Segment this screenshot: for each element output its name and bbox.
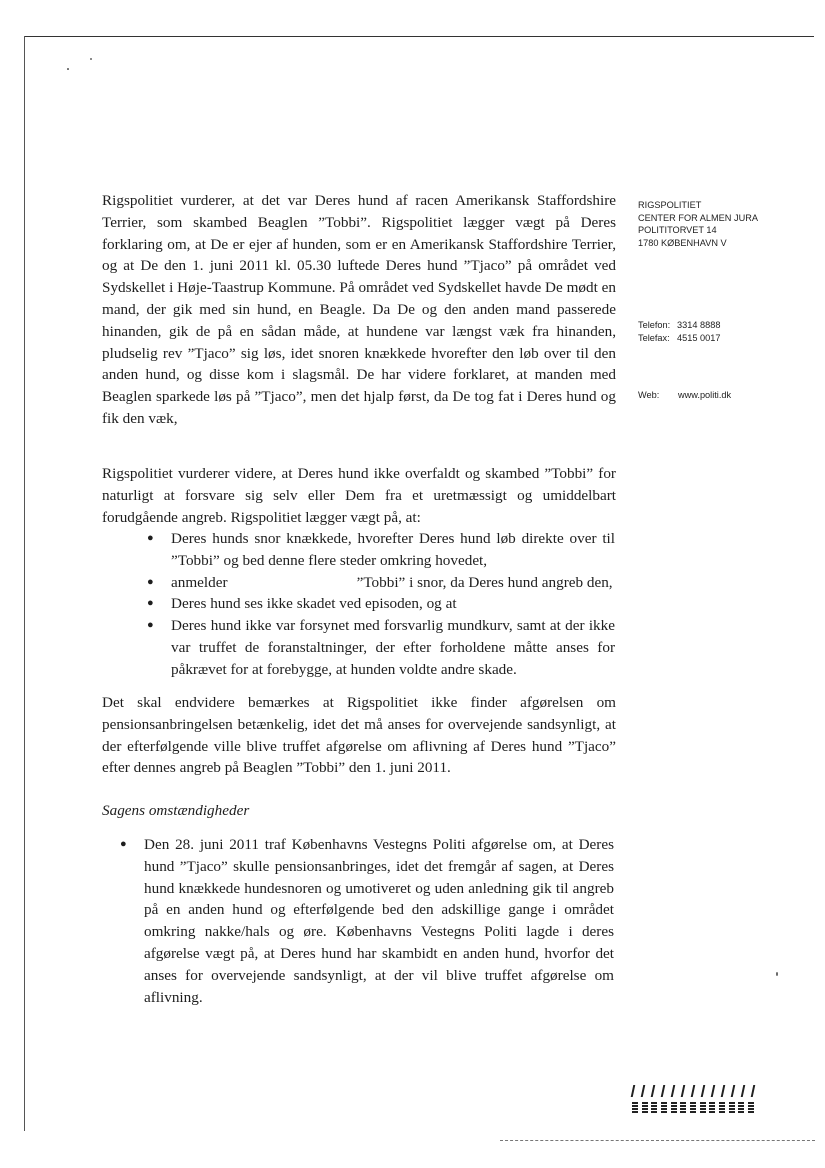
circumstances-list	[118, 834, 614, 1008]
barcode-row	[632, 1085, 754, 1097]
sender-address-block	[638, 199, 758, 249]
paragraph-remark: Det skal endvidere bemærkes at Rigspolitiet ikke finder afgørelsen om pensionsanbringelsen betænkelig, idet det må anses for overvejende sandsynligt, at der efterfølgende ville blive truffet afgørelse om aflivning af Deres hund ”Tjaco” efter dennes angreb på Beaglen ”Tobbi” den 1. juni 2011.	[102, 694, 616, 777]
fax-value: 4515 0017	[677, 332, 721, 343]
phone-label: Telefon:	[638, 320, 671, 330]
contact-block	[638, 319, 720, 344]
sender-line: POLITITORVET 14	[638, 225, 717, 236]
paragraph-assessment: Rigspolitiet vurderer, at det var Deres hund af racen Amerikansk Staffordshire Terrier, som skambed Beaglen ”Tobbi”. Rigspolitiet lægger vægt på Deres forklaring om, at De er ejer af hunden, som er en Amerikansk Staffordshire Terrier, og at De den 1. juni 2011 kl. 05.30 luftede Deres hund ”Tjaco” på området ved Sydskellet i Høje-Taastrup Kommune. På området ved Sydskellet havde De mødt en mand, der gik med sin hund, en Beagle. Da De og den anden mand passerede hinanden, gik de på en sådan måde, at hundene var længst væk fra hinanden, pludselig rev ”Tjaco” sig løs, idet snoren knækkede hvorefter den løb over til den anden hund, og disse kom i slagsmål. De har videre forklaret, at manden med Beaglen sparkede løs på ”Tjaco”, men det hjalp først, da De tog fat i Deres hund og fik den væk,	[102, 192, 616, 427]
bullet-icon: ●	[147, 532, 154, 544]
list-item	[118, 834, 614, 1008]
sender-line: 1780 KØBENHAVN V	[638, 237, 727, 248]
paragraph-further-assessment: Rigspolitiet vurderer videre, at Deres hund ikke overfaldt og skambed ”Tobbi” for naturligt at forsvare sig selv eller Dem fra et uretmæssigt og umiddelbart forudgående angreb. Rigspolitiet lægger vægt på, at:	[102, 465, 616, 526]
list-item	[145, 615, 615, 680]
bullet-icon: ●	[147, 597, 154, 610]
sender-line: RIGSPOLITIET	[638, 200, 702, 210]
scan-barcode-marks	[632, 1085, 754, 1117]
reasons-list	[145, 528, 615, 681]
scan-border-top	[24, 36, 814, 37]
web-link[interactable]: www.politi.dk	[678, 390, 732, 400]
list-item-text: Deres hund ses ikke skadet ved episoden, og at	[171, 595, 457, 613]
sender-line: CENTER FOR ALMEN JURA	[638, 212, 758, 223]
scan-border-bottom	[500, 1140, 815, 1141]
list-item-text: Deres hund ikke var forsynet med forsvarlig mundkurv, samt at der ikke var truffet de foranstaltninger, der efter forholdene måtte anses for påkrævet for at forebygge, at hunden voldte andre skade.	[171, 617, 615, 678]
scan-border-left	[24, 36, 25, 1131]
web-row	[638, 389, 731, 402]
scan-speck	[90, 58, 92, 60]
phone-value: 3314 8888	[677, 320, 721, 330]
fax-label: Telefax:	[638, 332, 670, 343]
list-item-text: Den 28. juni 2011 traf Københavns Vestegns Politi afgørelse om, at Deres hund ”Tjaco” skulle pensionsanbringes, idet det fremgår af sagen, at Deres hund knækkede hundesnoren og umotiveret og uden anledning gik til angreb på en anden hund og efterfølgende bed den adskillige gange i området omkring nakke/hals og øre. Københavns Vestegns Politi lagde i deres afgørelse vægt på, at Deres hund har skambidt en anden hund, hvorfor det anses for overvejende sandsynligt, at der vil blive truffet afgørelse om aflivning.	[144, 836, 614, 1006]
phone-row	[638, 319, 720, 332]
barcode-row	[632, 1101, 754, 1113]
web-label: Web:	[638, 390, 660, 400]
list-item-text: anmelder ”Tobbi” i snor, da Deres hund angreb den,	[171, 573, 613, 591]
section-heading: Sagens omstændigheder	[102, 802, 250, 819]
list-item-text: Deres hunds snor knækkede, hvorefter Deres hund løb direkte over til ”Tobbi” og bed denne flere steder omkring hovedet,	[171, 530, 615, 569]
bullet-icon: ●	[147, 619, 154, 632]
bullet-icon: ●	[147, 575, 154, 588]
list-item	[145, 528, 615, 572]
web-block	[638, 389, 731, 402]
bullet-icon: ●	[120, 838, 127, 850]
scan-speck	[776, 972, 778, 976]
fax-row	[638, 332, 720, 345]
list-item	[145, 593, 615, 615]
scan-speck	[67, 68, 69, 70]
list-item	[145, 572, 615, 594]
